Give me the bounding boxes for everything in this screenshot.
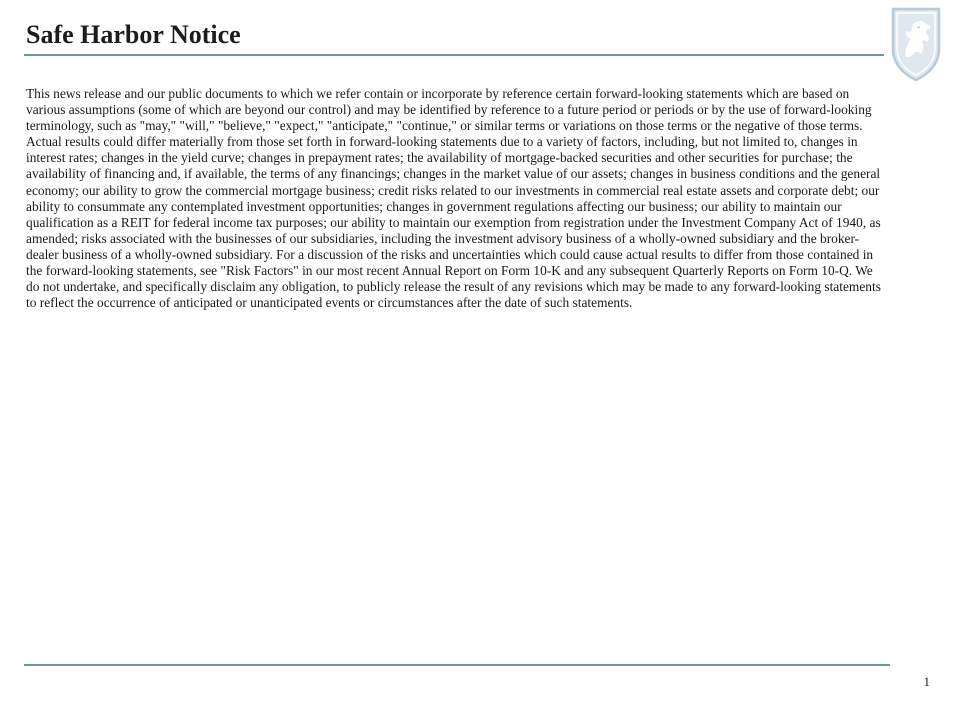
footer-divider (24, 664, 890, 666)
slide-title: Safe Harbor Notice (26, 20, 241, 49)
title-divider (24, 54, 884, 56)
safe-harbor-body: This news release and our public documents to which we refer contain or incorporate by reference certain forward-looking statements which are based on various assumptions (some of which are beyond our control) and may be identified by reference to a future period or periods or by the use of forward-looking terminology, such as "may," "will," "believe," "expect," "anticipate," "continue," or similar terms or variations on those terms or the negative of those terms. Actual results could differ materially from those set forth in forward-looking statements due to a variety of factors, including, but not limited to, changes in interest rates; changes in the yield curve; changes in prepayment rates; the availability of mortgage-backed securities and other securities for purchase; the availability of financing and, if available, the terms of any financings; changes in the market value of our assets; changes in business conditions and the general economy; our ability to grow the commercial mortgage business; credit risks related to our investments in commercial real estate assets and corporate debt; our ability to consummate any contemplated investment opportunities; changes in government regulations affecting our business; our ability to maintain our qualification as a REIT for federal income tax purposes; our ability to maintain our exemption from registration under the Investment Company Act of 1940, as amended; risks associated with the businesses of our subsidiaries, including the investment advisory business of a wholly-owned subsidiary and the broker-dealer business of a wholly-owned subsidiary. For a discussion of the risks and uncertainties which could cause actual results to differ from those contained in the forward-looking statements, see "Risk Factors" in our most recent Annual Report on Form 10-K and any subsequent Quarterly Reports on Form 10-Q. We do not undertake, and specifically disclaim any obligation, to publicly release the result of any revisions which may be made to any forward-looking statements to reflect the occurrence of anticipated or unanticipated events or circumstances after the date of such statements. (26, 86, 881, 311)
page-number: 1 (923, 674, 930, 689)
griffin-shield-logo-icon (889, 5, 943, 83)
